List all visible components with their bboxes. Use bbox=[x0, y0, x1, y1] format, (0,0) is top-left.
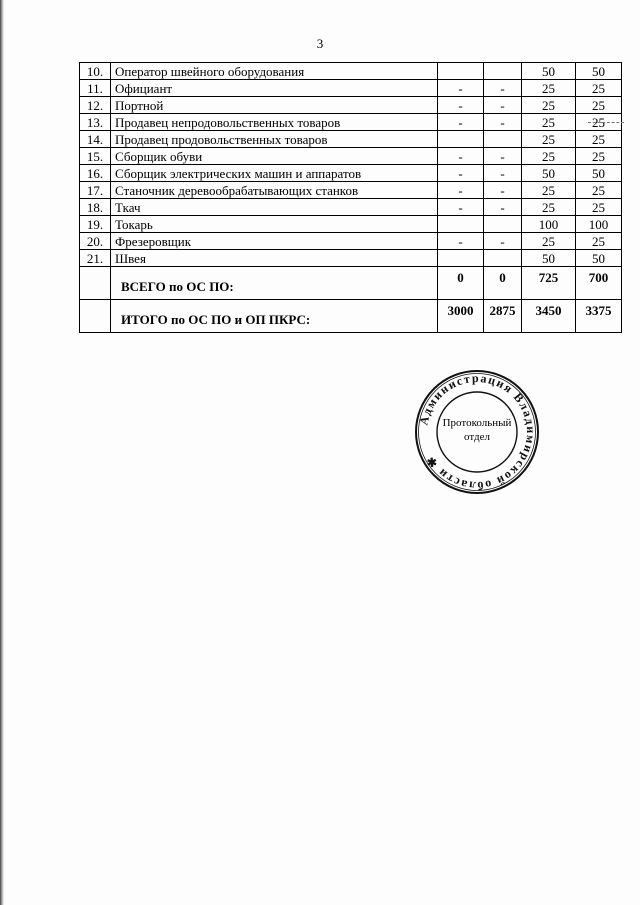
cell-c2: - bbox=[484, 148, 522, 165]
cell-num-empty bbox=[80, 267, 111, 300]
cell-c2 bbox=[484, 63, 522, 80]
cell-name: Швея bbox=[111, 250, 438, 267]
cell-c2: - bbox=[484, 114, 522, 131]
cell-c3: 50 bbox=[522, 165, 576, 182]
total-row bbox=[80, 300, 622, 333]
cell-c2: - bbox=[484, 97, 522, 114]
cell-c1: - bbox=[438, 148, 484, 165]
cell-num: 13. bbox=[80, 114, 111, 131]
cell-c4: 50 bbox=[576, 63, 622, 80]
cell-num: 21. bbox=[80, 250, 111, 267]
table-row bbox=[80, 199, 622, 216]
cell-name: Сборщик обуви bbox=[111, 148, 438, 165]
total-c2: 2875 bbox=[484, 300, 522, 333]
cell-c3: 25 bbox=[522, 182, 576, 199]
cell-c3: 50 bbox=[522, 63, 576, 80]
table-row bbox=[80, 182, 622, 199]
total-c4: 700 bbox=[576, 267, 622, 300]
scan-mark bbox=[588, 122, 624, 125]
page-number: 3 bbox=[316, 36, 324, 51]
cell-c4: 25 bbox=[576, 233, 622, 250]
cell-c1: - bbox=[438, 199, 484, 216]
cell-num: 10. bbox=[80, 63, 111, 80]
cell-c2: - bbox=[484, 165, 522, 182]
cell-c3: 50 bbox=[522, 250, 576, 267]
cell-num-empty bbox=[80, 300, 111, 333]
svg-text:Администрация Владимирской обл: Администрация Владимирской области ✱ bbox=[416, 370, 539, 494]
cell-c3: 25 bbox=[522, 233, 576, 250]
table-row bbox=[80, 250, 622, 267]
total-label: ВСЕГО по ОС ПО: bbox=[111, 267, 438, 300]
table-row bbox=[80, 165, 622, 182]
cell-c1: - bbox=[438, 97, 484, 114]
table-row bbox=[80, 63, 622, 80]
cell-c2 bbox=[484, 216, 522, 233]
stamp-center-text bbox=[413, 416, 541, 444]
table-row bbox=[80, 131, 622, 148]
cell-c4: 50 bbox=[576, 250, 622, 267]
table-row bbox=[80, 216, 622, 233]
cell-num: 17. bbox=[80, 182, 111, 199]
cell-c3: 25 bbox=[522, 148, 576, 165]
professions-table bbox=[79, 62, 622, 333]
cell-c3: 25 bbox=[522, 97, 576, 114]
page-edge-shadow bbox=[0, 0, 4, 905]
cell-c1: - bbox=[438, 80, 484, 97]
cell-c4: 25 bbox=[576, 148, 622, 165]
cell-name: Оператор швейного оборудования bbox=[111, 63, 438, 80]
cell-name: Ткач bbox=[111, 199, 438, 216]
cell-c1 bbox=[438, 250, 484, 267]
cell-name: Официант bbox=[111, 80, 438, 97]
cell-c4: 50 bbox=[576, 165, 622, 182]
cell-c1 bbox=[438, 216, 484, 233]
cell-c1: - bbox=[438, 165, 484, 182]
table-row bbox=[80, 233, 622, 250]
cell-name: Фрезеровщик bbox=[111, 233, 438, 250]
cell-num: 19. bbox=[80, 216, 111, 233]
cell-name: Станочник деревообрабатывающих станков bbox=[111, 182, 438, 199]
cell-name: Портной bbox=[111, 97, 438, 114]
cell-c4: 25 bbox=[576, 131, 622, 148]
cell-name: Продавец продовольственных товаров bbox=[111, 131, 438, 148]
cell-num: 20. bbox=[80, 233, 111, 250]
total-c1: 0 bbox=[438, 267, 484, 300]
table-row bbox=[80, 148, 622, 165]
cell-c3: 25 bbox=[522, 114, 576, 131]
cell-num: 12. bbox=[80, 97, 111, 114]
office-stamp bbox=[413, 368, 541, 496]
cell-c3: 25 bbox=[522, 199, 576, 216]
cell-c2: - bbox=[484, 80, 522, 97]
cell-c2: - bbox=[484, 182, 522, 199]
cell-c2 bbox=[484, 131, 522, 148]
table-body bbox=[80, 63, 622, 333]
stamp-line-2: отдел bbox=[464, 431, 490, 443]
total-row bbox=[80, 267, 622, 300]
cell-num: 18. bbox=[80, 199, 111, 216]
stamp-line-1: Протокольный bbox=[442, 417, 512, 429]
table-row bbox=[80, 97, 622, 114]
table-row bbox=[80, 114, 622, 131]
cell-num: 11. bbox=[80, 80, 111, 97]
cell-c1 bbox=[438, 63, 484, 80]
cell-c3: 25 bbox=[522, 131, 576, 148]
total-label: ИТОГО по ОС ПО и ОП ПКРС: bbox=[111, 300, 438, 333]
total-c3: 3450 bbox=[522, 300, 576, 333]
cell-num: 16. bbox=[80, 165, 111, 182]
total-c4: 3375 bbox=[576, 300, 622, 333]
cell-c3: 25 bbox=[522, 80, 576, 97]
total-c1: 3000 bbox=[438, 300, 484, 333]
cell-c2 bbox=[484, 250, 522, 267]
cell-c4: 25 bbox=[576, 114, 622, 131]
cell-c1 bbox=[438, 131, 484, 148]
cell-c4: 25 bbox=[576, 97, 622, 114]
cell-num: 15. bbox=[80, 148, 111, 165]
cell-c1: - bbox=[438, 114, 484, 131]
cell-name: Сборщик электрических машин и аппаратов bbox=[111, 165, 438, 182]
cell-c4: 25 bbox=[576, 182, 622, 199]
total-c3: 725 bbox=[522, 267, 576, 300]
cell-name: Токарь bbox=[111, 216, 438, 233]
cell-c1: - bbox=[438, 233, 484, 250]
cell-name: Продавец непродовольственных товаров bbox=[111, 114, 438, 131]
cell-c4: 100 bbox=[576, 216, 622, 233]
cell-c4: 25 bbox=[576, 199, 622, 216]
cell-num: 14. bbox=[80, 131, 111, 148]
cell-c2: - bbox=[484, 233, 522, 250]
cell-c3: 100 bbox=[522, 216, 576, 233]
cell-c4: 25 bbox=[576, 80, 622, 97]
table-row bbox=[80, 80, 622, 97]
cell-c1: - bbox=[438, 182, 484, 199]
total-c2: 0 bbox=[484, 267, 522, 300]
cell-c2: - bbox=[484, 199, 522, 216]
